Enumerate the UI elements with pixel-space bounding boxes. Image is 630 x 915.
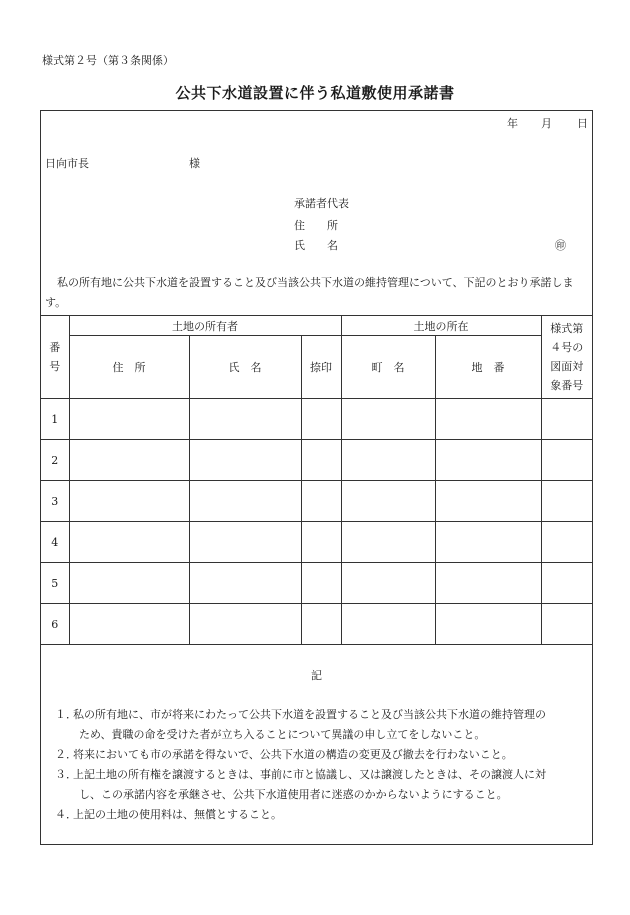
owner-name-cell[interactable]	[189, 604, 301, 645]
owner-name-cell[interactable]	[189, 522, 301, 563]
note-number: ３．	[55, 768, 77, 781]
number-header-line: 号	[49, 360, 61, 373]
note-text: 上記土地の所有権を譲渡するときは、事前に市と協議し、又は譲渡したときは、その譲渡人に対	[73, 768, 546, 781]
date-month-label: 月	[541, 117, 552, 130]
town-cell[interactable]	[341, 604, 435, 645]
owner-address-cell[interactable]	[69, 563, 189, 604]
row-number: 3	[41, 481, 69, 522]
town-cell[interactable]	[341, 522, 435, 563]
form4-header-line: ４号の	[550, 341, 584, 354]
owner-name-cell[interactable]	[189, 481, 301, 522]
representative-address-label: 住 所	[294, 219, 338, 232]
lot-cell[interactable]	[435, 440, 541, 481]
note-text: 上記の土地の使用料は、無償とすること。	[73, 808, 282, 821]
form4-header-line: 様式第	[550, 322, 584, 335]
owner-address-header: 住 所	[69, 336, 189, 399]
lot-cell[interactable]	[435, 481, 541, 522]
row-number: 2	[41, 440, 69, 481]
honorific: 様	[189, 157, 200, 170]
parcel-table	[41, 315, 592, 645]
owner-address-cell[interactable]	[69, 481, 189, 522]
owner-name-cell[interactable]	[189, 563, 301, 604]
lot-cell[interactable]	[435, 563, 541, 604]
row-number: 4	[41, 522, 69, 563]
note-item	[55, 745, 590, 765]
seal-cell[interactable]	[301, 522, 341, 563]
owner-name-cell[interactable]	[189, 440, 301, 481]
drawing-number-cell[interactable]	[541, 399, 592, 440]
seal-cell[interactable]	[301, 563, 341, 604]
note-text-continued: し、この承諾内容を承継させ、公共下水道使用者に迷惑のかからないようにすること。	[79, 788, 508, 801]
lot-cell[interactable]	[435, 522, 541, 563]
drawing-number-cell[interactable]	[541, 481, 592, 522]
drawing-number-cell[interactable]	[541, 604, 592, 645]
form-number: 様式第２号（第３条関係）	[42, 54, 174, 67]
note-text-continued: ため、貴職の命を受けた者が立ち入ることについて異議の申し立てをしないこと。	[79, 728, 486, 741]
owner-address-cell[interactable]	[69, 399, 189, 440]
note-number: １．	[55, 708, 77, 721]
number-header-line: 番	[49, 341, 61, 354]
lot-cell[interactable]	[435, 399, 541, 440]
note-item	[55, 805, 590, 825]
drawing-number-cell[interactable]	[541, 522, 592, 563]
consent-statement: 私の所有地に公共下水道を設置すること及び当該公共下水道の維持管理について、下記のとおり承諾します。	[45, 276, 574, 309]
note-text: 私の所有地に、市が将来にわたって公共下水道を設置すること及び当該公共下水道の維持管理の	[73, 708, 546, 721]
town-cell[interactable]	[341, 481, 435, 522]
form4-drawing-number-header	[541, 316, 592, 399]
page-title: 公共下水道設置に伴う私道敷使用承諾書	[175, 84, 455, 102]
lot-cell[interactable]	[435, 604, 541, 645]
note-text: 将来においても市の承諾を得ないで、公共下水道の構造の変更及び撤去を行わないこと。	[73, 748, 513, 761]
town-cell[interactable]	[341, 563, 435, 604]
seal-cell[interactable]	[301, 440, 341, 481]
seal-mark: ㊞	[555, 239, 566, 252]
seal-cell[interactable]	[301, 481, 341, 522]
seal-header: 捺印	[301, 336, 341, 399]
location-group-header: 土地の所在	[341, 316, 541, 336]
owner-address-cell[interactable]	[69, 604, 189, 645]
lot-header: 地 番	[435, 336, 541, 399]
date-day-label: 日	[577, 117, 588, 130]
town-header: 町 名	[341, 336, 435, 399]
owner-group-header: 土地の所有者	[69, 316, 341, 336]
owner-address-cell[interactable]	[69, 522, 189, 563]
drawing-number-cell[interactable]	[541, 440, 592, 481]
note-item	[55, 765, 590, 805]
owner-name-cell[interactable]	[189, 399, 301, 440]
representative-name-label: 氏 名	[294, 239, 338, 252]
representative-label: 承諾者代表	[294, 197, 349, 210]
drawing-number-cell[interactable]	[541, 563, 592, 604]
form-frame	[40, 110, 593, 845]
owner-address-cell[interactable]	[69, 440, 189, 481]
addressee: 日向市長	[45, 157, 89, 170]
town-cell[interactable]	[341, 399, 435, 440]
number-header	[41, 316, 69, 399]
date-year-label: 年	[507, 117, 518, 130]
row-number: 1	[41, 399, 69, 440]
note-number: ４．	[55, 808, 77, 821]
notes-heading: 記	[311, 669, 322, 682]
form4-header-line: 図面対	[550, 360, 584, 373]
row-number: 6	[41, 604, 69, 645]
town-cell[interactable]	[341, 440, 435, 481]
note-item	[55, 705, 590, 745]
seal-cell[interactable]	[301, 604, 341, 645]
form4-header-line: 象番号	[550, 379, 584, 392]
note-number: ２．	[55, 748, 77, 761]
seal-cell[interactable]	[301, 399, 341, 440]
row-number: 5	[41, 563, 69, 604]
owner-name-header: 氏 名	[189, 336, 301, 399]
